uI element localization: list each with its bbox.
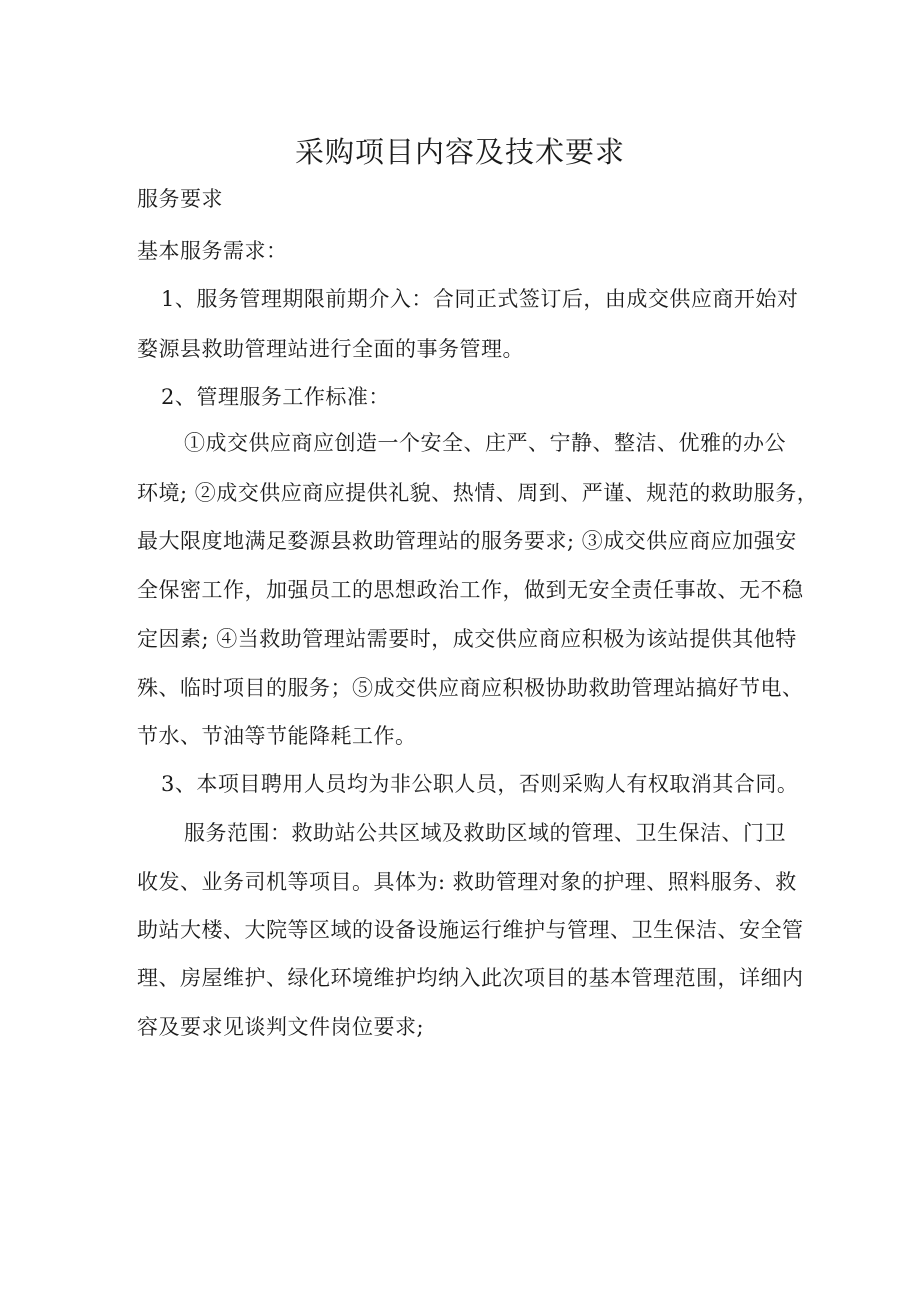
paragraph-line: 婺源县救助管理站进行全面的事务管理。 — [137, 337, 524, 361]
paragraph-line: 助站大楼、大院等区域的设备设施运行维护与管理、卫生保洁、安全管 — [137, 918, 804, 942]
page-title: 采购项目内容及技术要求 — [294, 135, 625, 169]
section-heading-service-requirements: 服务要求 — [137, 187, 223, 211]
paragraph-line: 容及要求见谈判文件岗位要求; — [137, 1015, 425, 1039]
paragraph-line: 1、服务管理期限前期介入：合同正式签订后，由成交供应商开始对 — [161, 287, 799, 311]
paragraph-line: 定因素; ④当救助管理站需要时，成交供应商应积极为该站提供其他特 — [137, 627, 797, 651]
paragraph-line: 全保密工作，加强员工的思想政治工作，做到无安全责任事故、无不稳 — [137, 578, 804, 602]
paragraph-line: 环境; ②成交供应商应提供礼貌、热情、周到、严谨、规范的救助服务， — [137, 481, 819, 505]
subheading-basic-service-needs: 基本服务需求： — [137, 239, 288, 263]
paragraph-line: 2、管理服务工作标准： — [161, 385, 390, 409]
paragraph-line: 节水、节油等节能降耗工作。 — [137, 724, 417, 748]
paragraph-line: 最大限度地满足婺源县救助管理站的服务要求; ③成交供应商应加强安 — [137, 529, 797, 553]
paragraph-line: 3、本项目聘用人员均为非公职人员，否则采购人有权取消其合同。 — [161, 772, 799, 796]
paragraph-line: 收发、业务司机等项目。具体为: 救助管理对象的护理、照料服务、救 — [137, 870, 797, 894]
paragraph-line: ①成交供应商应创造一个安全、庄严、宁静、整洁、优雅的办公 — [184, 431, 786, 455]
paragraph-line: 理、房屋维护、绿化环境维护均纳入此次项目的基本管理范围，详细内 — [137, 966, 804, 990]
paragraph-line: 服务范围：救助站公共区域及救助区域的管理、卫生保洁、门卫 — [184, 821, 786, 845]
paragraph-line: 殊、临时项目的服务；⑤成交供应商应积极协助救助管理站搞好节电、 — [137, 676, 804, 700]
